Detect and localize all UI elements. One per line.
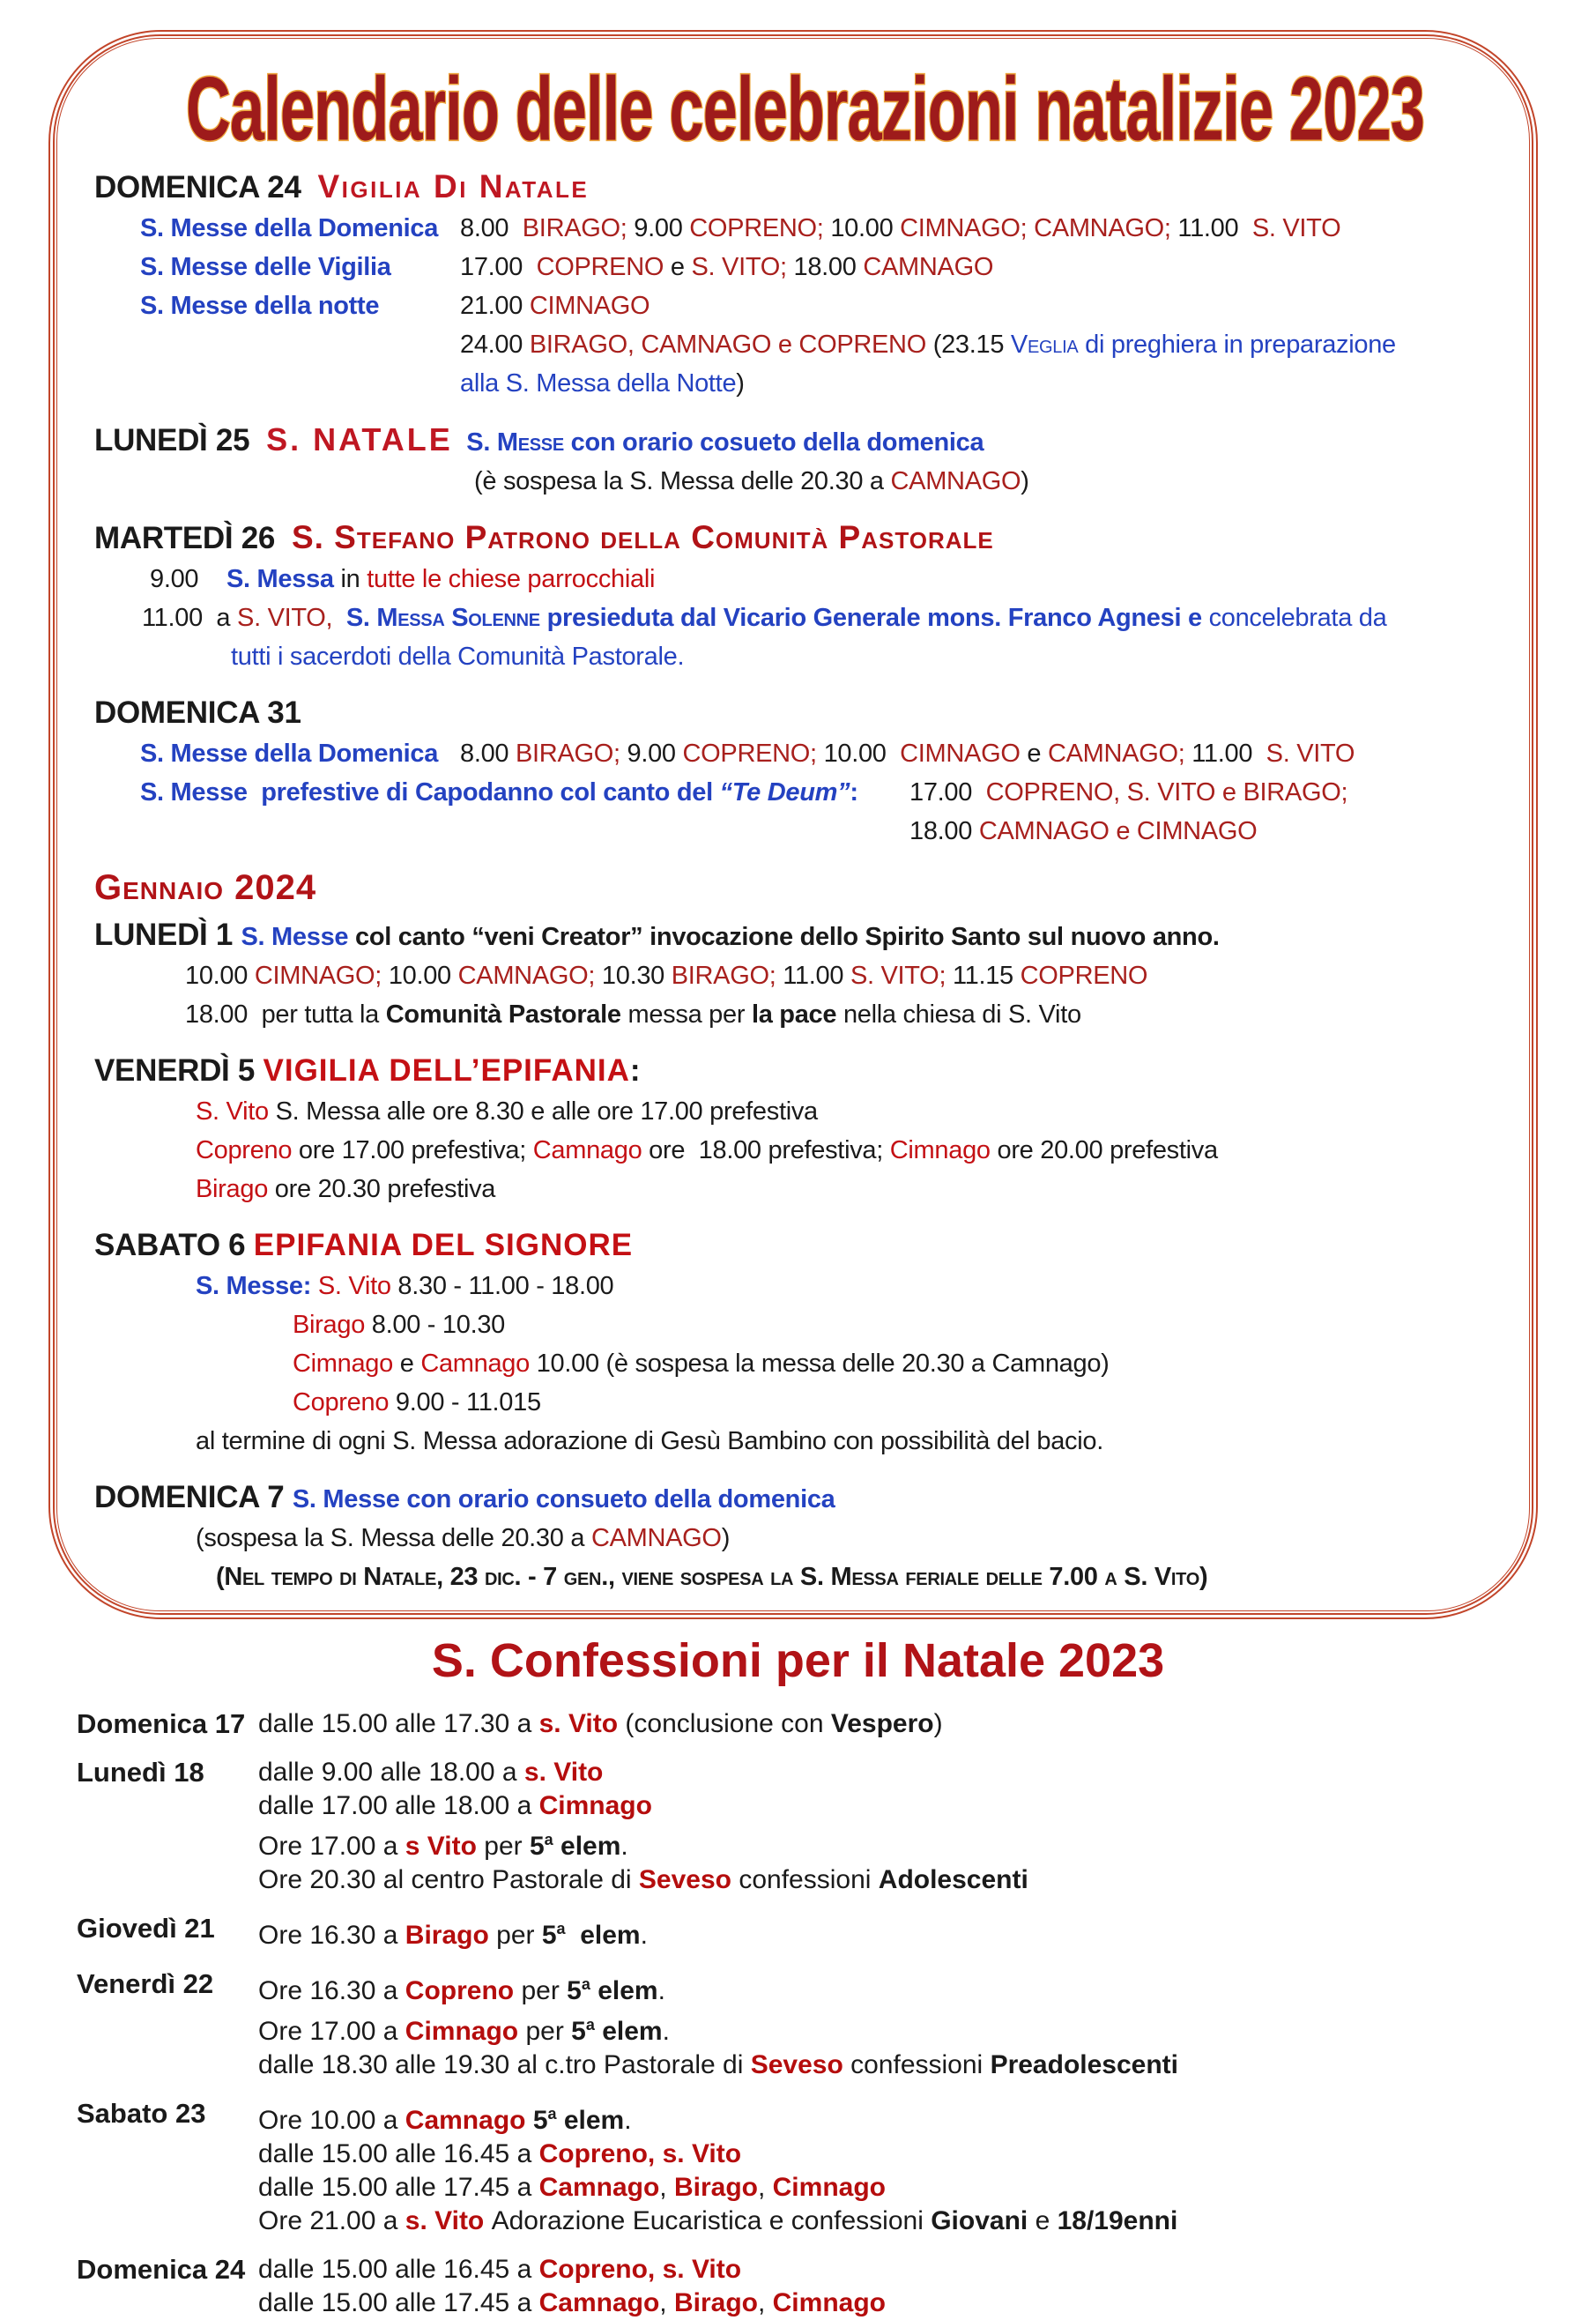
- text-segment: Camnago: [538, 2173, 660, 2202]
- text-segment: S. VITO;: [691, 253, 794, 281]
- text-segment: a: [547, 2105, 557, 2123]
- text-segment: CAMNAGO;: [1047, 740, 1192, 768]
- page: [0, 30, 1596, 2317]
- confession-line: [258, 1707, 943, 1741]
- section-domenica-7: [90, 1478, 1520, 1596]
- confession-lines: [258, 2253, 886, 2320]
- text-segment: 11.00: [783, 962, 850, 990]
- text-segment: 9.00: [150, 565, 199, 593]
- calendar-line: [90, 1344, 1520, 1383]
- text-segment: ,: [659, 2288, 674, 2317]
- text-segment: ): [1021, 467, 1029, 495]
- text-segment: 8.00: [460, 740, 516, 768]
- text-segment: BIRAGO;: [671, 962, 783, 990]
- text-segment: S. Messe: [466, 428, 564, 457]
- confession-line: [258, 1912, 648, 1952]
- text-segment: 10.00: [823, 740, 901, 768]
- text-segment: in: [340, 565, 367, 593]
- text-segment: elem: [556, 2106, 625, 2135]
- text-segment: Copreno: [196, 1136, 299, 1164]
- text-segment: Birago: [293, 1311, 372, 1339]
- calendar-line: [90, 1226, 1520, 1267]
- text-segment: Ore 17.00 a: [258, 2017, 405, 2046]
- text-segment: 10.30: [601, 962, 672, 990]
- text-segment: 18.00: [909, 817, 979, 845]
- calendar-line: [90, 956, 1520, 995]
- calendar-line: [90, 364, 1520, 403]
- text-segment: 9.00: [634, 214, 690, 242]
- text-segment: S. Stefano Patrono della Comunità Pastorale: [291, 519, 994, 555]
- text-segment: a: [581, 1975, 590, 1993]
- text-segment: Seveso: [638, 1865, 739, 1894]
- text-segment: 21.00: [460, 292, 530, 320]
- confession-lines: [258, 1756, 1028, 1897]
- text-segment: S. Vito: [196, 1097, 276, 1126]
- text-segment: :: [850, 778, 858, 807]
- confession-day-label: Sabato 23: [77, 2098, 206, 2129]
- text-segment: elem: [594, 2017, 663, 2046]
- calendar-line: [90, 995, 1520, 1034]
- text-segment: confessioni: [739, 1865, 879, 1894]
- text-segment: ore 20.00 prefestiva: [997, 1136, 1218, 1164]
- confession-row: [77, 1912, 1596, 1952]
- calendar-line: [90, 1422, 1520, 1461]
- text-segment: Birago: [673, 2288, 758, 2317]
- text-segment: (Nel tempo di Natale, 23 dic. - 7 gen., viene sospesa la S. Messa feriale delle 7.00 a S. Vito): [216, 1563, 1208, 1591]
- text-segment: 10.00 (è sospesa la messa delle 20.30 a Camnago): [536, 1350, 1110, 1378]
- text-segment: presieduta dal Vicario Generale mons. Franco Agnesi e: [546, 604, 1209, 632]
- calendar-line: [90, 167, 1520, 209]
- text-segment: S. Messe della notte: [140, 292, 380, 320]
- text-segment: CAMNAGO: [890, 467, 1021, 495]
- text-segment: “Te Deum”: [719, 778, 850, 807]
- text-segment: s. Vito: [523, 1758, 604, 1787]
- confession-line: [258, 2049, 1178, 2082]
- text-segment: elem: [590, 1976, 658, 2005]
- text-segment: Adolescenti: [878, 1865, 1028, 1894]
- calendar-line: [90, 916, 1520, 956]
- confession-row: [77, 2097, 1596, 2238]
- text-segment: ): [736, 369, 745, 398]
- text-segment: 8.30 - 11.00 - 18.00: [397, 1272, 614, 1300]
- text-segment: Ore 16.30 a: [258, 1976, 405, 2005]
- text-segment: S. Messa Solenne: [345, 604, 547, 632]
- text-segment: S. VITO;: [850, 962, 953, 990]
- text-segment: alla S. Messa della Notte: [460, 369, 737, 398]
- text-segment: ore 20.30 prefestiva: [274, 1175, 496, 1203]
- text-segment: a: [544, 1831, 553, 1848]
- text-segment: 11.00: [1177, 214, 1252, 242]
- text-segment: Preadolescenti: [990, 2050, 1178, 2079]
- text-segment: Giovani: [931, 2206, 1036, 2235]
- confession-row: [77, 1707, 1596, 1741]
- text-segment: LUNEDÌ 25: [94, 423, 267, 457]
- text-segment: Birago: [405, 1921, 497, 1950]
- calendar-line: [90, 560, 1520, 599]
- text-segment: Cimnago: [293, 1350, 400, 1378]
- text-segment: 18.00 per tutta la: [185, 1000, 386, 1029]
- calendar-line: [90, 518, 1520, 560]
- text-segment: per: [525, 2017, 572, 2046]
- confession-line: [258, 1863, 1028, 1897]
- confession-lines: [258, 1707, 943, 1741]
- text-segment: 18/19enni: [1057, 2206, 1178, 2235]
- text-segment: Cimnago: [889, 1136, 998, 1164]
- confession-line: [258, 2097, 1177, 2138]
- text-segment: Copreno: [293, 1388, 396, 1417]
- text-segment: Camnago: [405, 2106, 533, 2135]
- text-segment: CIMNAGO;: [254, 962, 389, 990]
- text-segment: concelebrata da: [1208, 604, 1387, 632]
- text-segment: 8.00: [460, 214, 523, 242]
- text-segment: CAMNAGO: [863, 253, 994, 281]
- calendar-line: [90, 868, 1520, 911]
- calendar-line: [90, 694, 1520, 734]
- calendar-line: [90, 420, 1520, 462]
- confession-lines: [258, 2097, 1177, 2238]
- text-segment: Camnago: [532, 1136, 650, 1164]
- text-segment: COPRENO;: [689, 214, 831, 242]
- calendar-line: [90, 599, 1520, 637]
- text-segment: 5: [571, 2017, 586, 2046]
- text-segment: 10.00: [830, 214, 901, 242]
- text-segment: S. Messe prefestive di Capodanno col canto del: [140, 778, 720, 807]
- text-segment: [140, 773, 909, 812]
- text-segment: s. Vito: [538, 1709, 626, 1738]
- text-segment: Seveso: [750, 2050, 851, 2079]
- section-sabato-6-epifania: [90, 1226, 1520, 1461]
- text-segment: COPRENO;: [682, 740, 824, 768]
- text-segment: 5: [532, 2106, 548, 2135]
- section-venerdi-5-vigilia-epifania: [90, 1052, 1520, 1208]
- text-segment: CIMNAGO: [900, 740, 1028, 768]
- calendar-line: [90, 325, 1520, 364]
- calendar-line: [90, 1170, 1520, 1208]
- text-segment: Copreno, s. Vito: [538, 2255, 742, 2284]
- text-segment: S. Messa: [226, 565, 341, 593]
- text-segment: (sospesa la S. Messa delle 20.30 a: [196, 1524, 591, 1552]
- text-segment: 11.00 a: [142, 604, 238, 632]
- confession-day-label: Lunedì 18: [77, 1757, 204, 1788]
- text-segment: BIRAGO, CAMNAGO e COPRENO: [529, 331, 933, 359]
- calendar-line: [90, 734, 1520, 773]
- section-lunedi-25-s-natale: [90, 420, 1520, 501]
- confession-line: [258, 1823, 1028, 1863]
- text-segment: 5: [567, 1976, 582, 2005]
- text-segment: BIRAGO;: [516, 740, 627, 768]
- text-segment: Adorazione Eucaristica e confessioni: [491, 2206, 932, 2235]
- calendar-line: [90, 1305, 1520, 1344]
- text-segment: MARTEDÌ 26: [94, 521, 292, 555]
- confession-day-label: Domenica 24: [77, 2254, 246, 2285]
- text-segment: tutti i sacerdoti della Comunità Pastorale.: [231, 643, 685, 671]
- calendar-line: [90, 637, 1520, 676]
- confession-line: [258, 2138, 1177, 2171]
- text-segment: tutte le chiese parrocchiali: [367, 565, 656, 593]
- text-segment: ,: [757, 2173, 773, 2202]
- text-segment: 10.00: [185, 962, 255, 990]
- text-segment: Veglia: [1010, 331, 1079, 359]
- calendar-line: [90, 773, 1520, 812]
- confession-lines: [258, 1912, 648, 1952]
- text-segment: S. Messe della Domenica: [140, 214, 439, 242]
- section-gennaio-2024-heading: [90, 868, 1520, 911]
- calendar-line: [90, 248, 1520, 286]
- text-segment: dalle 15.00 alle 16.45 a: [258, 2139, 539, 2168]
- calendar-line: [90, 1092, 1520, 1131]
- calendar-line: [90, 209, 1520, 248]
- confession-line: [258, 2287, 886, 2320]
- text-segment: Ore 21.00 a: [258, 2206, 405, 2235]
- text-segment: messa per: [627, 1000, 752, 1029]
- text-segment: a: [585, 2016, 595, 2034]
- text-segment: Vigilia Di Natale: [317, 168, 590, 204]
- text-segment: .: [620, 1832, 628, 1861]
- text-segment: S. VITO,: [237, 604, 333, 632]
- text-segment: dalle 9.00 alle 18.00 a: [258, 1758, 524, 1787]
- text-segment: 18.00: [793, 253, 864, 281]
- text-segment: S. Messa alle ore 8.30 e alle ore 17.00 prefestiva: [275, 1097, 818, 1126]
- text-segment: S. Messe della Domenica: [140, 740, 439, 768]
- text-segment: 5: [541, 1921, 557, 1950]
- calendar-line: [90, 1052, 1520, 1092]
- section-martedi-26-s-stefano: [90, 518, 1520, 676]
- text-segment: LUNEDÌ 1: [94, 918, 241, 952]
- text-segment: ): [933, 1709, 943, 1738]
- confession-line: [258, 1967, 1178, 2008]
- text-segment: 9.00 - 11.015: [395, 1388, 541, 1417]
- confession-row: [77, 1967, 1596, 2082]
- section-domenica-31: [90, 694, 1520, 851]
- text-segment: nella chiesa di S. Vito: [843, 1000, 1081, 1029]
- text-segment: al termine di ogni S. Messa adorazione di Gesù Bambino con possibilità del bacio.: [196, 1427, 1103, 1455]
- text-segment: Copreno, s. Vito: [538, 2139, 742, 2168]
- text-segment: CAMNAGO: [590, 1524, 722, 1552]
- text-segment: Gennaio 2024: [94, 868, 317, 907]
- text-segment: .: [662, 2017, 670, 2046]
- text-segment: S. VITO: [1251, 214, 1341, 242]
- text-segment: per: [496, 1921, 542, 1950]
- calendar-line: [90, 1519, 1520, 1558]
- text-segment: Camnago: [538, 2288, 660, 2317]
- text-segment: (conclusione con: [625, 1709, 831, 1738]
- text-segment: Ore 10.00 a: [258, 2106, 405, 2135]
- text-segment: 5: [529, 1832, 545, 1861]
- text-segment: e: [1027, 740, 1048, 768]
- text-segment: s Vito: [405, 1832, 485, 1861]
- section-domenica-24-vigilia-di-natale: [90, 167, 1520, 403]
- text-segment: .: [657, 1976, 665, 2005]
- text-segment: col canto “veni Creator” invocazione dello Spirito Santo sul nuovo anno.: [355, 923, 1220, 951]
- confession-line: [258, 2253, 886, 2287]
- text-segment: S. Messe con orario consueto della domenica: [292, 1485, 835, 1513]
- text-segment: 11.00: [1191, 740, 1266, 768]
- text-segment: dalle 15.00 alle 17.45 a: [258, 2173, 539, 2202]
- text-segment: Camnago: [420, 1350, 537, 1378]
- calendar-line: [90, 1478, 1520, 1519]
- text-segment: Vespero: [830, 1709, 934, 1738]
- text-segment: Ore 16.30 a: [258, 1921, 405, 1950]
- text-segment: CIMNAGO; CAMNAGO;: [900, 214, 1178, 242]
- text-segment: 8.00 - 10.30: [371, 1311, 505, 1339]
- text-segment: S. Messe:: [196, 1272, 318, 1300]
- text-segment: DOMENICA 24: [94, 170, 318, 204]
- text-segment: (23.15: [932, 331, 1011, 359]
- text-segment: VIGILIA DELL’EPIFANIA: [263, 1053, 630, 1088]
- text-segment: S. Messe delle Vigilia: [140, 253, 391, 281]
- confession-line: [258, 2171, 1177, 2205]
- text-segment: COPRENO: [536, 253, 671, 281]
- text-segment: ): [721, 1524, 731, 1552]
- text-segment: 17.00: [909, 778, 986, 807]
- text-segment: S. Vito: [317, 1272, 398, 1300]
- confession-line: [258, 2008, 1178, 2049]
- text-segment: DOMENICA 31: [94, 695, 301, 730]
- text-segment: Cimnago: [772, 2173, 886, 2202]
- text-segment: confessioni: [850, 2050, 991, 2079]
- text-segment: S. VITO: [1266, 740, 1355, 768]
- calendar-line: [90, 812, 1520, 851]
- text-segment: CIMNAGO: [529, 292, 650, 320]
- confession-day-label: Venerdì 22: [77, 1968, 214, 1999]
- confession-line: [258, 1789, 1028, 1823]
- calendar-box: [48, 30, 1538, 1619]
- text-segment: [453, 428, 467, 457]
- text-segment: dalle 15.00 alle 17.30 a: [258, 1709, 539, 1738]
- text-segment: 10.00: [388, 962, 458, 990]
- text-segment: 17.00: [460, 253, 537, 281]
- text-segment: ,: [757, 2288, 773, 2317]
- confession-line: [258, 1756, 1028, 1789]
- text-segment: CAMNAGO e CIMNAGO: [978, 817, 1258, 845]
- text-segment: Ore 20.30 al centro Pastorale di: [258, 1865, 639, 1894]
- text-segment: CAMNAGO;: [457, 962, 602, 990]
- text-segment: BIRAGO;: [522, 214, 635, 242]
- text-segment: S. NATALE: [266, 421, 453, 457]
- text-segment: Comunità Pastorale: [385, 1000, 628, 1029]
- text-segment: EPIFANIA DEL SIGNORE: [253, 1228, 634, 1262]
- text-segment: DOMENICA 7: [94, 1480, 293, 1514]
- confession-lines: [258, 1967, 1178, 2082]
- text-segment: elem: [553, 1832, 621, 1861]
- calendar-line: [90, 1131, 1520, 1170]
- text-segment: e: [1035, 2206, 1058, 2235]
- calendar-line: [90, 1383, 1520, 1422]
- text-segment: COPRENO, S. VITO e BIRAGO;: [985, 778, 1348, 807]
- text-segment: COPRENO: [1020, 962, 1148, 990]
- text-segment: e: [670, 253, 692, 281]
- confessions-title: S. Confessioni per il Natale 2023: [431, 1634, 1165, 1687]
- calendar-line: [90, 462, 1520, 501]
- text-segment: VENERDÌ 5: [94, 1053, 264, 1088]
- calendar-line: [90, 1267, 1520, 1305]
- calendar-box-mid-border: [53, 34, 1533, 1615]
- text-segment: a: [556, 1920, 566, 1937]
- text-segment: .: [640, 1921, 648, 1950]
- text-segment: 11.15: [952, 962, 1021, 990]
- text-segment: e: [399, 1350, 421, 1378]
- confession-day-label: Domenica 17: [77, 1708, 246, 1739]
- text-segment: 24.00: [460, 331, 530, 359]
- text-segment: con orario cosueto della domenica: [563, 428, 984, 457]
- text-segment: Birago: [673, 2173, 758, 2202]
- text-segment: Copreno: [405, 1976, 522, 2005]
- confession-row: [77, 1756, 1596, 1897]
- text-segment: dalle 17.00 alle 18.00 a: [258, 1791, 539, 1820]
- calendar-box-inner: [56, 38, 1530, 1611]
- text-segment: ore 18.00 prefestiva;: [649, 1136, 890, 1164]
- text-segment: Cimnago: [538, 1791, 652, 1820]
- section-lunedi-1: [90, 916, 1520, 1034]
- text-segment: Birago: [196, 1175, 275, 1203]
- calendar-line: [90, 286, 1520, 325]
- confession-row: [77, 2253, 1596, 2320]
- text-segment: :: [629, 1053, 641, 1088]
- text-segment: ore 17.00 prefestiva;: [298, 1136, 533, 1164]
- text-segment: elem: [565, 1921, 641, 1950]
- text-segment: per: [484, 1832, 530, 1861]
- calendar-line: [90, 1558, 1520, 1596]
- text-segment: SABATO 6: [94, 1228, 254, 1262]
- calendar-title: Calendario delle celebrazioni natalizie 2023: [185, 58, 1425, 160]
- text-segment: .: [624, 2106, 632, 2135]
- text-segment: s. Vito: [405, 2206, 492, 2235]
- text-segment: [332, 604, 346, 632]
- calendar-sections: [90, 167, 1520, 1596]
- text-segment: per: [521, 1976, 568, 2005]
- text-segment: S. Messe: [241, 923, 355, 951]
- text-segment: 9.00: [627, 740, 683, 768]
- text-segment: dalle 15.00 alle 17.45 a: [258, 2288, 539, 2317]
- confession-rows: [77, 1707, 1596, 2320]
- text-segment: Cimnago: [772, 2288, 886, 2317]
- text-segment: la pace: [751, 1000, 843, 1029]
- text-segment: (è sospesa la S. Messa delle 20.30 a: [474, 467, 891, 495]
- confession-day-label: Giovedì 21: [77, 1913, 215, 1944]
- text-segment: dalle 18.30 alle 19.30 al c.tro Pastorale di: [258, 2050, 751, 2079]
- confession-line: [258, 2205, 1177, 2238]
- text-segment: dalle 15.00 alle 16.45 a: [258, 2255, 539, 2284]
- text-segment: Ore 17.00 a: [258, 1832, 405, 1861]
- text-segment: ,: [659, 2173, 674, 2202]
- text-segment: Cimnago: [405, 2017, 526, 2046]
- text-segment: di preghiera in preparazione: [1078, 331, 1396, 359]
